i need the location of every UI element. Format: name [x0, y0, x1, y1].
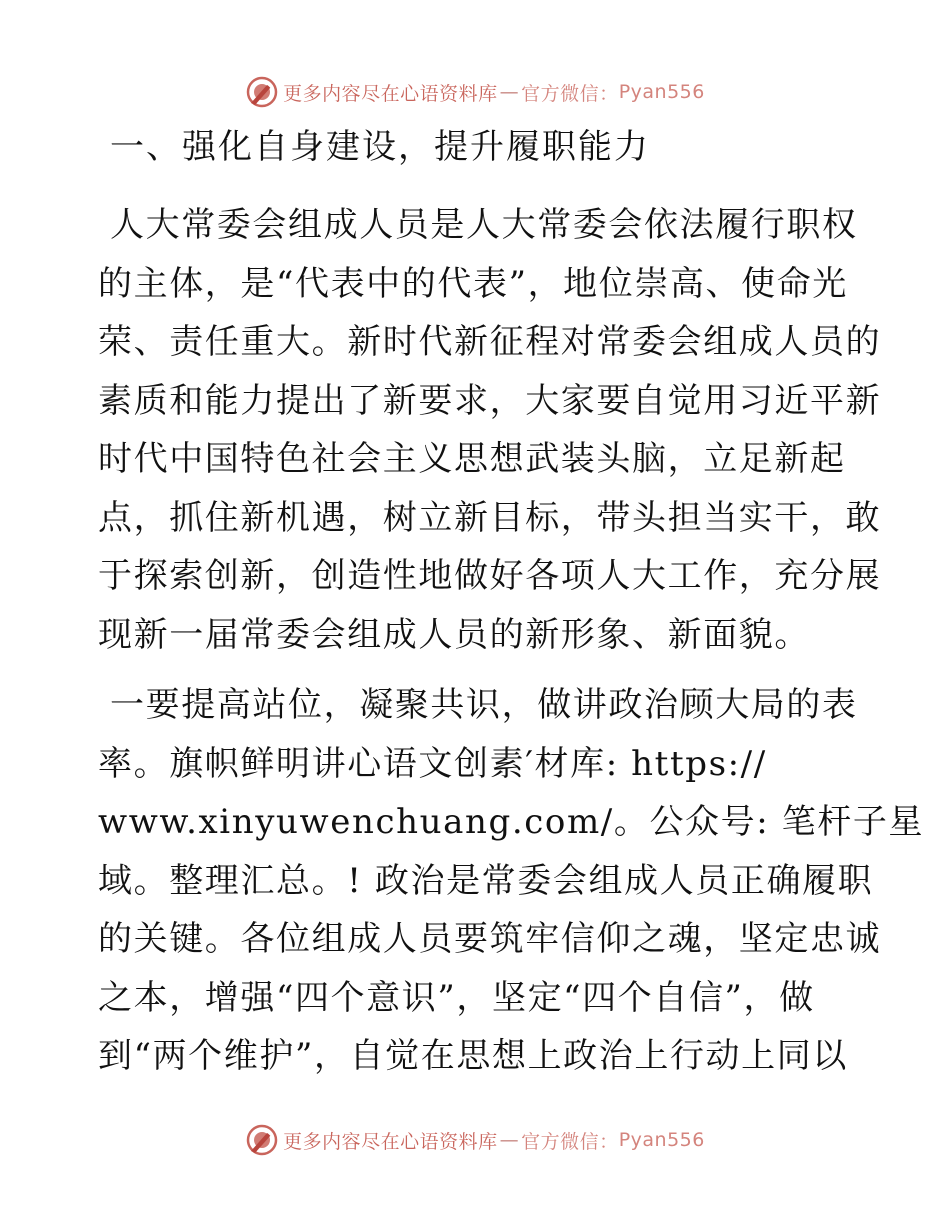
text-line: 率。旗帜鲜明讲心语文创素′材库: https://: [98, 743, 767, 784]
text-line: 的主体，是“代表中的代表”，地位崇高、使命光: [98, 263, 848, 304]
wechat-id: Pyan556: [618, 81, 705, 103]
text-line: 素质和能力提出了新要求，大家要自觉用习近平新: [98, 380, 882, 421]
text-line: 域。整理汇总。! 政治是常委会组成人员正确履职: [98, 860, 874, 901]
text-line: 点，抓住新机遇，树立新目标，带头担当实干，敢: [98, 497, 882, 538]
wechat-label: 官方微信：: [521, 82, 619, 105]
quill-emblem-icon: [245, 75, 279, 109]
text-line: 荣、责任重大。新时代新征程对常委会组成人员的: [98, 322, 882, 362]
text-line: www.xinyuwenchuang.com/。公众号: 笔杆子星: [98, 802, 925, 842]
wechat-label: 官方微信：: [521, 1130, 619, 1153]
wechat-id: Pyan556: [618, 1129, 705, 1151]
text-line: 时代中国特色社会主义思想武装头脑，立足新起: [98, 439, 846, 479]
quill-emblem-icon: [245, 1123, 279, 1157]
text-line: 一要提高站位，凝聚共识，做讲政治顾大局的表: [110, 685, 858, 725]
text-line: 到“两个维护”，自觉在思想上政治上行动上同以: [98, 1036, 848, 1076]
text-line: 之本，增强“四个意识”，坚定“四个自信”，做: [98, 977, 815, 1018]
text-line: 人大常委会组成人员是人大常委会依法履行职权: [110, 205, 858, 245]
separator-dash: —: [499, 81, 520, 103]
footer-watermark: [0, 1120, 950, 1160]
site-name: 更多内容尽在心语资料库: [283, 1130, 498, 1153]
section-heading: 一、强化自身建设，提升履职能力: [110, 127, 650, 167]
text-line: 的关键。各位组成人员要筑牢信仰之魂，坚定忠诚: [98, 919, 882, 959]
site-name: 更多内容尽在心语资料库: [283, 82, 498, 105]
text-line: 于探索创新，创造性地做好各项人大工作，充分展: [98, 556, 882, 596]
paragraph-1: [98, 196, 882, 664]
separator-dash: —: [499, 1129, 520, 1151]
text-line: 现新一届常委会组成人员的新形象、新面貌。: [98, 614, 810, 655]
paragraph-2: [98, 676, 925, 1086]
header-watermark: [0, 72, 950, 112]
document-body: [98, 124, 925, 1098]
